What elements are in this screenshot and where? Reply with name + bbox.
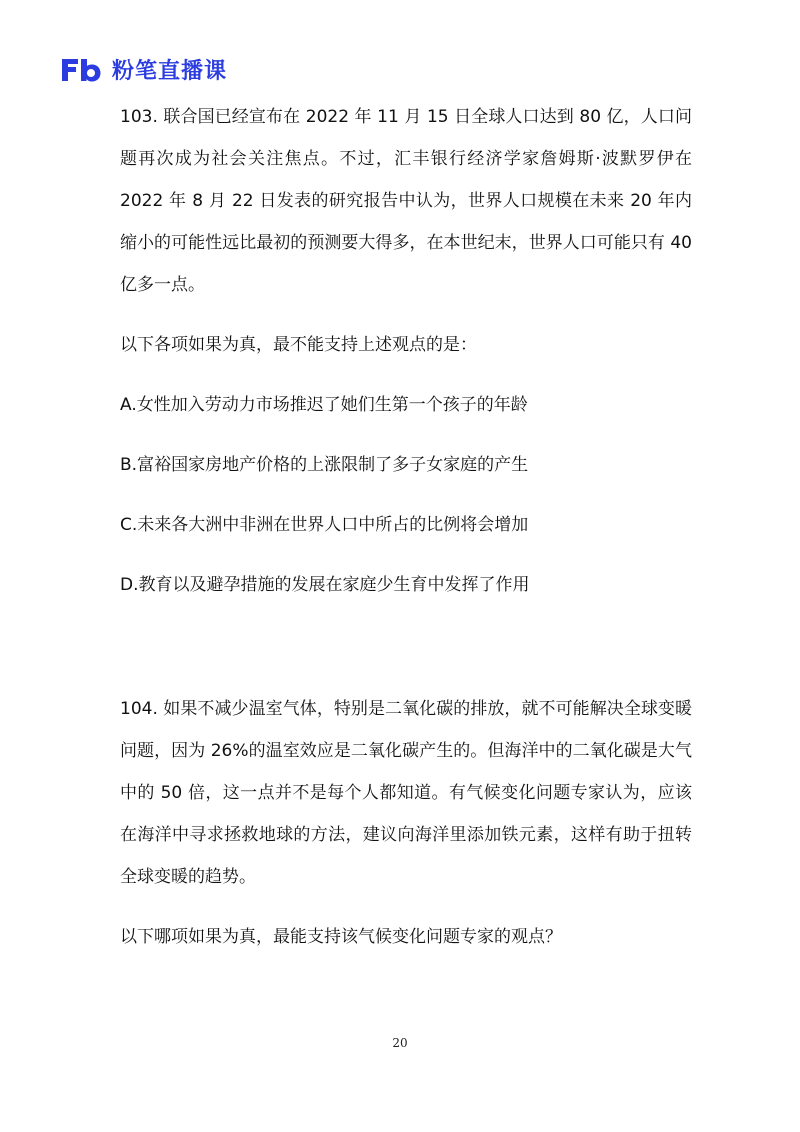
brand-name: 粉笔直播课: [112, 58, 228, 84]
question-103-stem: 103. 联合国已经宣布在 2022 年 11 月 15 日全球人口达到 80 亿，人口问题再次成为社会关注焦点。不过，汇丰银行经济学家詹姆斯·波默罗伊在 2022 年 8 月 22 日发表的研究报告中认为，世界人口规模在未来 20 年内缩小的可能性远比最初的预测要大得多，在本世纪末，世界人口可能只有 40 亿多一点。: [120, 107, 692, 295]
page-number: 20: [392, 1036, 408, 1050]
document-body: [120, 96, 692, 976]
fb-logo-icon: [60, 55, 102, 83]
question-103-option-a: A.女性加入劳动力市场推迟了她们生第一个孩子的年龄: [120, 395, 528, 415]
brand-header: [60, 52, 227, 86]
question-103-option-d: D.教育以及避孕措施的发展在家庭少生育中发挥了作用: [120, 575, 530, 595]
question-103-option-b: B.富裕国家房地产价格的上涨限制了多子女家庭的产生: [120, 455, 529, 475]
question-103-prompt: 以下各项如果为真，最不能支持上述观点的是：: [120, 335, 477, 355]
question-104-prompt: 以下哪项如果为真，最能支持该气候变化问题专家的观点？: [120, 927, 562, 947]
question-spacer: [120, 624, 692, 688]
question-103-option-c: C.未来各大洲中非洲在世界人口中所占的比例将会增加: [120, 515, 529, 535]
question-104-stem: 104. 如果不减少温室气体，特别是二氧化碳的排放，就不可能解决全球变暖问题，因为 26%的温室效应是二氧化碳产生的。但海洋中的二氧化碳是大气中的 50 倍，这一点并不是每个人都知道。有气候变化问题专家认为，应该在海洋中寻求拯救地球的方法，建议向海洋里添加铁元素，这样有助于扭转全球变暖的趋势。: [120, 699, 692, 887]
